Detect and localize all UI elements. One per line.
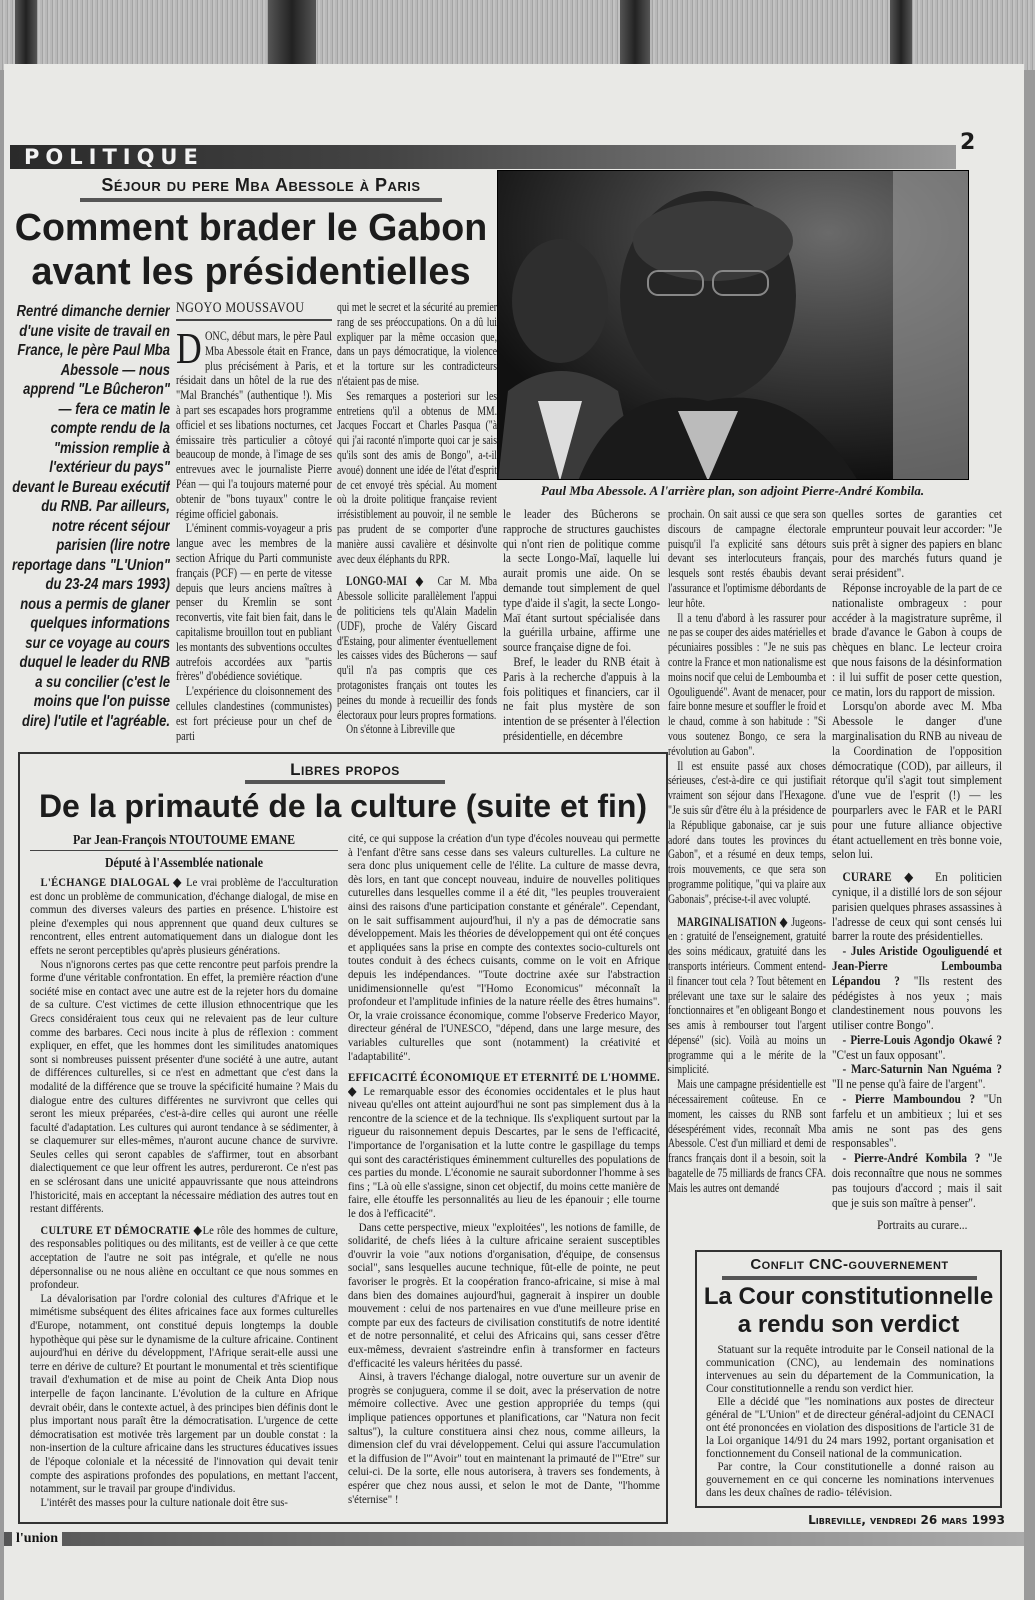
scanner-bar [890,0,912,68]
scanner-bar [268,0,316,68]
kicker-rule [245,780,445,784]
quote-item: - Pierre Mamboundou ? "Un farfelu et un ambitieux ; lui et ses amis ne sont pas des gens responsables". [832,1092,1002,1151]
subhead-echange-dialogal: L'ÉCHANGE DIALOGAL ◆ [40,875,183,889]
masthead-logo: l'union [12,1530,62,1547]
section-title: POLITIQUE [24,145,204,169]
article2-byline: Par Jean-François NTOUTOUME EMANE [30,832,338,851]
scanner-bar [15,0,37,68]
article2-column-right: cité, ce qui suppose la création d'un type d'écoles nouveau qui permette à l'enfant d'être sans cesse dans ses valeurs culturelles. La culture ne sera donc plus uniquement celle de l'élite. La culture de masse devra, dès lors, en tant que concept nouveau, induire de nouvelles politiques cuturelles dans lesquelles comme il a été dit, "les peuples trouveraient ainsi des raisons d'une participation constante et générale". Cependant, on le sait suffisamment aujourd'hui, il n'y a pas de démocratie sans développement. Mais les théories de développement qui ont été conçues et appliquées sans la prise en compte des contextes socio-culturels ont toutes conduit à des échecs cuisants, comme on le voit en Afrique depuis les indépendances. "Toute doctrine axée sur l'abstraction unidimensionnelle qu'est "l'Homo Economicus" méconnaît la profondeur et l'amplitude infinies de la nature réelle des êtres humains". Or, la vraie croissance économique, comme l'observe Frederico Mayor, directeur général de l'UNESCO, "dépend, dans une large mesure, des variables culturelles que sont (notamment) la créativité et l'adaptabilité". EFFICACITÉ ÉCONOMIQUE ET ETERNITÉ DE L'HOMME. ◆ Le remarquable essor des économies occidentales et le plus haut niveau qu'elles ont atteint aujourd'hui ne sont pas simplement dus à la rencontre de la science et de la technique. Ils s'expliquent surtout par la rigueur du raisonnement depuis Descartes, par le sens de l'efficacité, l'importance de l'organisation et la lutte contre le gaspillage du temps qui sont des caractéristiques éminemment culturelles des populations de ces parties du monde. L'économie ne saurait subordonner l'homme à ses fins ; "Là où elle s'assigne, sinon cet objectif, du moins cette manière de faire, elle étouffe les personnalités au lieu de les épanouir ; elle tourne le dos à l'efficacité". Dans cette perspective, mieux "exploitées", les notions de famille, de solidarité, de chefs liées à la culture africaine seraient susceptibles d'ouvrir la voie "aux notions d'organisation, d'équipe, de consensus social", sans lesquelles aucune technique, fût-elle de pointe, ne peut favoriser le progrès. Et la coopération franco-africaine, si mise à mal dans bien des domaines aujourd'hui, gagnerait à inspirer un double mouvement : celui de nos partenaires en vue d'une meilleure prise en compte par eux des facteurs de civilisation constitutifs de notre identité et de notre personnalité, et celui des Africains qui, sans cesser d'être eux-mêmess, devraient s'astreindre enfin à transformer en facteurs d'efficacité les valeurs héritées du passé. Ainsi, à travers l'échange dialogal, notre ouverture sur un avenir de progrès se conjuguera, comme il se doit, avec la préservation de notre mémoire collective. Avec une gestion appropriée du temps (qui implique patiences opportunes et planifications, car "Natura non fecit saltus"), la culture constituera ainsi chez nous, comme ailleurs, la dimension clef du vrai développement. Celui qui assure l'accumulation et la diffusion de l'"Avoir" tout en maintenant la primauté de l'"Etre" sur celui-ci. De la sorte, elle nous autorisera, à travers ses fondements, à espérer que chez nous aussi, et selon le mot de Dante, "l'homme s'éternise" ! [348,832,660,1506]
subhead-efficacite: EFFICACITÉ ÉCONOMIQUE ET ETERNITÉ DE L'HOMME. ◆ [348,1070,660,1098]
article-headline-line2: avant les présidentielles [31,251,471,293]
article3-headline: La Cour constitutionnelle a rendu son verdict [703,1283,994,1338]
kicker-rule [80,198,442,202]
article-column-4: le leader des Bûcherons se rapproche de structures gauchistes qui n'ont rien de politique comme la secte Longo-Maï, laquelle lui aurait promis une aide. On se demande tout simplement de quel type d'aide il s'agit, la secte Longo-Maï étant surtout spécialisée dans la guérilla urbaine, affirme une source française digne de foi. Bref, le leader du RNB était à Paris à la recherche d'appuis à la fois politiques et financiers, car il ne fait plus mystère de son intention de se présenter à l'élection présidentielle, en décembre [503,507,660,743]
subhead-culture-democratie: CULTURE ET DÉMOCRATIE ◆ [40,1222,203,1237]
subhead-marginalisation: MARGINALISATION ◆ [677,914,789,929]
quote-item: - Pierre-André Kombila ? "Je dois reconnaître que nous ne sommes pas toujours d'accord ; mais il sait que je suis son maître à penser". [832,1151,1002,1210]
author-byline: NGOYO MOUSSAVOU [176,300,332,321]
article-column-5: prochain. On sait aussi ce que sera son discours de campagne électorale puisqu'il l'a explicité sans détours devant ses interlocuteurs français, lesquels sont restés ébaubis devant l'assurance et l'optimisme débordants de leur hôte. Il a tenu d'abord à les rassurer pour ne pas se couper des aides matérielles et pécuniaires possibles : "Je ne suis pas contre la France et mon nationalisme est moins nocif que celui de Lemboumba et Ogouliguendé". Avant de menacer, pour faire bonne mesure et souffler le froid et le chaud, comme à son habitude : "Si vous soutenez Bongo, ce sera la révolution au Gabon". Il est ensuite passé aux choses sérieuses, c'est-à-dire ce qui justifiait vraiment son séjour dans l'Hexagone. "Je suis sûr d'être élu à la présidence de la République gabonaise, car je suis adoré dans toutes les provinces du Gabon", et a résumé en deux temps, trois mouvements, ce que sera son programme politique, "qui va plaire aux Gabonais", précise-t-il avec volupté. MARGINALISATION ◆ Jugeons-en : gratuité de l'enseignement, gratuité des soins médicaux, gratuité dans les transports intérieurs. Comment entend-il financer tout cela ? Tout bêtement en prélevant une taxe sur le salaire des fonctionnaires et "en obligeant Bongo et ses amis à rembourser tout l'argent dépensé" (sic). Voilà au moins un programme qui a le mérite de la simplicité. Mais une campagne présidentielle est nécessairement coûteuse. En ce moment, les caisses du RNB sont désespérément vides, reconnaît Mba Abessole. C'est d'un milliard et demi de francs français dont il a besoin, soit la bagatelle de 75 milliards de francs CFA. Mais les autres ont demandé [668,507,826,1195]
article2-column-left: Par Jean-François NTOUTOUME EMANE Député à l'Assemblée nationale L'ÉCHANGE DIALOGAL ◆ Le vrai problème de l'acculturation est donc un problème de communication, d'échange dialogal, de mise en commun des diverses valeurs des parties en présence. L'histoire est pleine d'exemples qui nous apprennent que quand deux cultures se rencontrent, elles entrent automatiquement dans un dialogue dont les effets ne seront perceptibles qu'après plusieurs générations. Nous n'ignorons certes pas que cette rencontre peut parfois prendre la forme d'une véritable confrontation. En effet, la première réaction d'une société mise en contact avec une autre est de la rejeter hors du domaine de sa culture. C'est victimes de cette illusion ethnocentrique que les Grecs considéraient tous ceux qui ne relevaient pas de leur culture comme des barbares. Ceci nous incite à plus de réflexion : comment expliquer, en effet, que les hommes dont les similitudes anatomiques sont si nombreuses puissent présenter d'une société à une autre, autant de différences culturelles, si ce n'est en admettant que c'est dans la modalité de la différence que se trouve la spécificité humaine ? Mais du dialogue entre des cultures différentes ne survivront que celles qui seront les mieux préparées, c'est-à-dire celles qui auront une réelle faculté d'adaptation. Les cultures qui auront tendance à se sédimenter, à se claquemurer sur elles-mêmes, n'auront aucune chance de survivre. Seules celles qui seront capables de s'affirmer, tout en absorbant dialectiquement ce que leur offrent les autres, perdureront. Ce n'est pas en se sclérosant dans une unicité appauvrissante que nous atteindrons l'historicité, mais en acceptant la nécessaire médiation des autres tout en restant différents. CULTURE ET DÉMOCRATIE ◆Le rôle des hommes de culture, des responsables politiques ou des militants, est de veiller à ce que cette acceptation de l'autre ne soit pas intégrale, et qu'elle ne nous dépersonnalise ou ne nous aliène en occultant ce que nous sommes en profondeur. La dévalorisation par l'ordre colonial des cultures d'Afrique et le mimétisme subséquent des élites africaines face aux formes culturelles d'Europe, notamment, ont constitué depuis longtemps la double hypothèque qui pèse sur le dynamisme de la culture africaine. Continent aujourd'hui en dérive du développment, l'Afrique serait-elle aussi une terre en dérive de culture? Et pourtant le monumental et très scientifique travail d'exhumation et de mise au point de Cheik Anta Diop nous interpelle de façon lancinante. L'évolution de la culture en Afrique devrait obéir, dans le contexte actuel, à des principes bien définis dont le plus important nous paraît être la démocratisation. L'urgence de cette démocratisation est motivée très largement par un double constat : la non-insertion de la culture africaine dans les structures éducatives issues de l'époque coloniale et la nécessité de l'innovation qui devait tenir compte des aspirations profondes des populations, en mettant l'accent, notamment, sur le travail par groupe d'individus. L'intérêt des masses pour la culture nationale doit être sus- [30,832,338,1509]
scanner-background [0,0,1035,70]
article3-body: Statuant sur la requête introduite par le Conseil national de la communication (CNC), au lendemain des nominations intervenues au sein du département de la Communication, la Cour constitutionnelle a rendu son verdict hier. Elle a décidé que "les nominations aux postes de directeur général de "L'Union" et de directeur général-adjoint du CENACI ont été prononcées en violation des dispositions de l'article 31 de la Loi organique 14/91 du 24 mars 1992, portant organisation et fonctionnement du Conseil national de la communication. Par contre, la Cour constitutionelle a donné raison au gouvernement en ce qui concerne les nominations intervenues dans les deux chaînes de radio- télévision. [706,1344,994,1499]
article2-headline: De la primauté de la culture (suite et fin) [38,788,648,824]
photo-mba-abessole [497,170,969,480]
article-kicker: Séjour du pere Mba Abessole à Paris [101,175,421,195]
scanner-bar [620,0,650,68]
article2-kicker: Libres propos [290,760,400,779]
quote-item: - Marc-Saturnin Nan Nguéma ? "Il ne pense qu'à faire de l'argent". [832,1062,1002,1092]
article-column-6: quelles sortes de garanties cet emprunteur pouvait leur accorder: "Je suis prêt à signer des papiers en blanc pour des marchés futurs quand je serai président". Réponse incroyable de la part de ce nationaliste ombrageux : pour accéder à la magistrature suprême, il brade d'avance le Gabon à coups de chèques en blanc. Le lecteur croira que nous faisons de la désinformation : il lui suffit de poser cette question, ce matin, lors du rapport de mission. Lorsqu'on aborde avec M. Mba Abessole le danger d'une marginalisation du RNB au niveau de la Coordination de l'opposition démocratique (COD), par ailleurs, il rétorque qu'il s'agit tout simplement d'une vue de l'esprit (!) — les pourparlers avec le FAR et le PARI pour une future alliance objective étant actuellement en très bonne voie, selon lui. CURARE ◆ En politicien cynique, il a distillé lors de son séjour parisien quelques phrases assassines à l'adresse de ceux qui sont censés lui barrer la route des présidentielles. - Jules Aristide Ogouliguendé et Jean-Pierre Lemboumba Lépandou ? "Ils restent des pédégistes à nos yeux ; mais clandestinement nous pouvons les utiliser contre Bongo". - Pierre-Louis Agondjo Okawé ? "C'est un faux opposant". - Marc-Saturnin Nan Nguéma ? "Il ne pense qu'à faire de l'argent". - Pierre Mamboundou ? "Un farfelu et un ambitieux ; lui et ses amis ne sont pas des gens responsables". - Pierre-André Kombila ? "Je dois reconnaître que nous ne sommes pas toujours d'accord ; mais il sait que je suis son maître à penser". Portraits au curare... [832,507,1002,1233]
article-column-3: qui met le secret et la sécurité au premier rang de ses préoccupations. On a dû lui expliquer par la même occasion que, dans un pays démocratique, la violence et la torture sur les contradicteurs n'étaient pas de mise. Ses remarques a posteriori sur les entretiens qu'il a obtenus de MM. Jacques Foccart et Charles Pasqua ("à qui j'ai raconté n'importe quoi car je sais qu'ils sont des amis de Bongo", a-t-il avoué) donnent une idée de l'état d'esprit de cet envoyé très spécial. Au moment où la droite politique française revient irrésistiblement au pouvoir, il ne semble pas prudent de se comporter d'une manière aussi cavalière et désinvolte avec deux éléphants du RPR. LONGO-MAI ◆ Car M. Mba Abessole sollicite parallèlement l'appui de politiciens tels qu'Alain Madelin (UDF), proche de Valéry Giscard d'Estaing, pour alimenter éventuellement les caisses vides des Bûcherons — sauf qu'il n'a pas compris que ces protagonistes français ont toutes les peines du monde à recueillir des fonds électoraux pour leurs propres formations. On s'étonne à Libreville que [337,300,497,737]
article-column-2: NGOYO MOUSSAVOU DONC, début mars, le père Paul Mba Abessole était en France, plus précisément à Paris, et résidait dans un hôtel de la rue des "Mal Branchés" (authentique !). Mis à part ses escapades hors programme officiel et ses libations nocturnes, cet émissaire très particulier a côtoyé beaucoup de monde, à l'image de ses entrevues avec le journaliste Pierre Péan — qui l'a toujours materné pour obtenir de "bons tuyaux" contre le régime officiel gabonais. L'éminent commis-voyageur a pris langue avec les membres de la section Afrique du Parti communiste français (PCF) — en perte de vitesse depuis que leurs anciens maîtres à penser du Kremlin se sont reconvertis, vite fait bien fait, dans le capitalisme brouillon tout en publiant les montants des subventions occultes autrefois accordées aux "partis frères" d'obédience soviétique. L'expérience du cloisonnement des cellules clandestines (communistes) est fort précieuse pour un chef de parti [176,300,332,743]
signoff: Portraits au curare... [877,1218,968,1233]
portrait-image [498,171,969,480]
quote-item: - Jules Aristide Ogouliguendé et Jean-Pierre Lemboumba Lépandou ? "Ils restent des pédégistes à nos yeux ; mais clandestinement nous pouvons les utiliser contre Bongo". [832,944,1002,1033]
drop-cap: D [176,324,202,373]
author-role: Député à l'Assemblée nationale [104,855,264,870]
article3-kicker: Conflit CNC-gouvernement [750,1256,949,1273]
page-number: 2 [960,130,976,155]
article-lead: Rentré dimanche dernier d'une visite de travail en France, le père Paul Mba Abessole — nous apprend "Le Bûcheron" — fera ce matin le compte rendu de la "mission remplie à l'extérieur du pays" devant le Bureau exécutif du RNB. Par ailleurs, notre récent séjour parisien (lire notre reportage dans "L'Union" du 23-24 mars 1993) nous a permis de glaner quelques informations sur ce voyage au cours duquel le leader du RNB a su concilier (c'est le moins que l'on puisse dire) l'utile et l'agréable. [12,303,170,730]
kicker-rule [722,1276,977,1280]
quote-item: - Pierre-Louis Agondjo Okawé ? "C'est un faux opposant". [832,1032,1002,1062]
subhead-longo-mai: LONGO-MAI ◆ [346,574,430,589]
dateline: Libreville, vendredi 26 mars 1993 [808,1513,1005,1527]
photo-caption: Paul Mba Abessole. A l'arrière plan, son adjoint Pierre-André Kombila. [540,483,925,498]
subhead-curare: CURARE ◆ [842,870,923,885]
article-headline-line1: Comment brader le Gabon [14,207,488,249]
section-banner [10,145,956,169]
footer-bar [4,1532,1024,1546]
